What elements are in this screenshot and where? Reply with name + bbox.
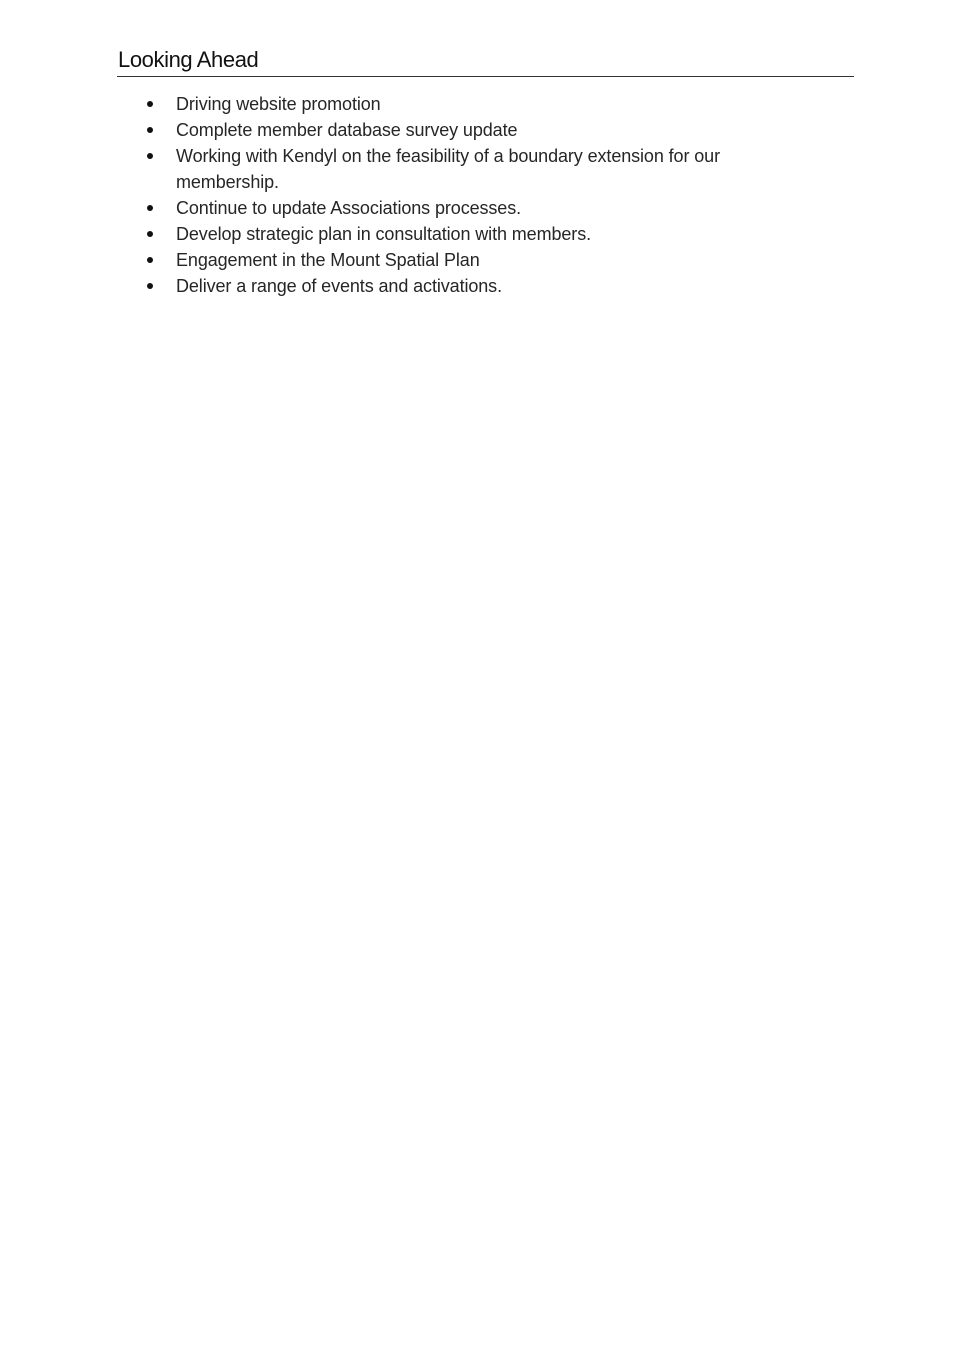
list-item (146, 273, 786, 299)
bullet-icon (147, 231, 153, 237)
list-item (146, 247, 786, 273)
bullet-icon (147, 101, 153, 107)
list-item (146, 221, 786, 247)
list-item (146, 117, 786, 143)
section-heading (117, 45, 854, 77)
bullet-icon (147, 257, 153, 263)
bullet-icon (147, 283, 153, 289)
list-item-text: Complete member database survey update (176, 120, 518, 140)
list-item-text: Develop strategic plan in consultation with members. (176, 224, 592, 244)
list-item-text: Deliver a range of events and activations. (176, 276, 502, 296)
list-item (146, 91, 786, 117)
bullet-list (146, 91, 786, 299)
list-item-text: Driving website promotion (176, 94, 381, 114)
bullet-icon (147, 153, 153, 159)
list-item-text: Working with Kendyl on the feasibility of a boundary extension for our membership. (176, 146, 720, 192)
list-item (146, 195, 786, 221)
section-title: Looking Ahead (118, 47, 259, 72)
list-item-text: Continue to update Associations processes. (176, 198, 522, 218)
bullet-icon (147, 127, 153, 133)
bullet-icon (147, 205, 153, 211)
list-item (146, 143, 786, 195)
list-item-text: Engagement in the Mount Spatial Plan (176, 250, 480, 270)
